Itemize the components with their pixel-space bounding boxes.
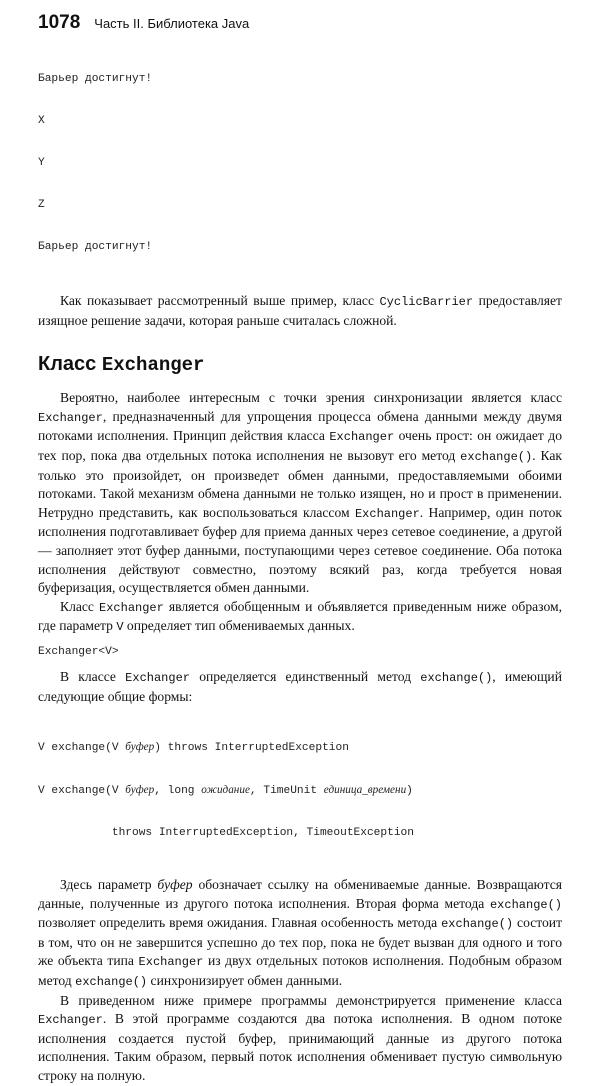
page-header: [38, 12, 562, 38]
code-line: throws InterruptedException, TimeoutException: [38, 827, 414, 840]
section-heading-code: Exchanger: [101, 354, 205, 377]
inline-code: CyclicBarrier: [379, 295, 474, 309]
paragraph-example-program: В приведенном ниже примере программы демонстрируется применение класса Exchanger. В этой программе создаются два потока исполнения. В одном потоке исполнения создается пустой буфер, принимающий данные из другого потока исполнения. Таким образом, первый поток исполнения обменивает пустую символьную строку на полную.: [38, 992, 562, 1084]
book-page: [38, 12, 562, 1086]
paragraph-exchanger-generic: Класс Exchanger является обобщенным и объявляется приведенным ниже образом, где параметр V определяет тип обмениваемых данных.: [38, 598, 562, 635]
output-line: Барьер достигнут!: [38, 73, 153, 85]
code-method-forms: [38, 712, 562, 868]
page-number: 1078: [38, 12, 81, 33]
paragraph-exchanger-intro: Вероятно, наиболее интересным с точки зрения синхронизации является класс Exchanger, предназначенный для упрощения процесса обмена данными между двумя потоками исполнения. Принцип действия класса Exchanger очень прост: он ожидает до тех пор, пока два отдельных потока исполнения не вызовут его метод exchange(). Как только это произойдет, он произведет обмен данными, предоставляемыми обоими потоками. Такой механизм обмена данными не только изящен, но и прост в применении. Нетрудно представить, как воспользоваться классом Exchanger. Например, один поток исполнения подготавливает буфер для приема данных через сетевое соединение, а другой — заполняет этот буфер данными, поступающими через сетевое соединение. Оба потока исполнения действуют совместно, поэтому всякий раз, когда требуется новая буферизация, осуществляется обмен данными.: [38, 390, 562, 596]
paragraph-cyclicbarrier-summary: Как показывает рассмотренный выше пример, класс CyclicBarrier предоставляет изящное решение задачи, которая раньше считалась сложной.: [38, 293, 562, 328]
section-heading: Класс Exchanger: [38, 353, 205, 377]
paragraph-exchange-method: В классе Exchanger определяется единственный метод exchange(), имеющий следующие общие формы:: [38, 668, 562, 704]
code-declaration: Exchanger<V>: [38, 645, 119, 658]
output-line: Z: [38, 199, 45, 211]
code-line: V exchange(V буфер, long ожидание, TimeUnit единица_времени): [38, 784, 413, 798]
running-title: Часть II. Библиотека Java: [94, 16, 250, 31]
output-line: X: [38, 115, 45, 127]
output-line: Барьер достигнут!: [38, 241, 153, 253]
program-output: [38, 44, 562, 282]
code-line: V exchange(V буфер) throws InterruptedException: [38, 741, 349, 755]
paragraph-buffer-parameter: Здесь параметр буфер обозначает ссылку на обмениваемые данные. Возвращаются данные, полученные из другого потока исполнения. Вторая форма метода exchange() позволяет определить время ожидания. Главная особенность метода exchange() состоит в том, что он не завершится успешно до тех пор, пока не будет вызван для одного и того же объекта типа Exchanger из двух отдельных потоков исполнения. Подобным образом метод exchange() синхронизирует обмен данными.: [38, 877, 563, 990]
output-line: Y: [38, 157, 45, 169]
